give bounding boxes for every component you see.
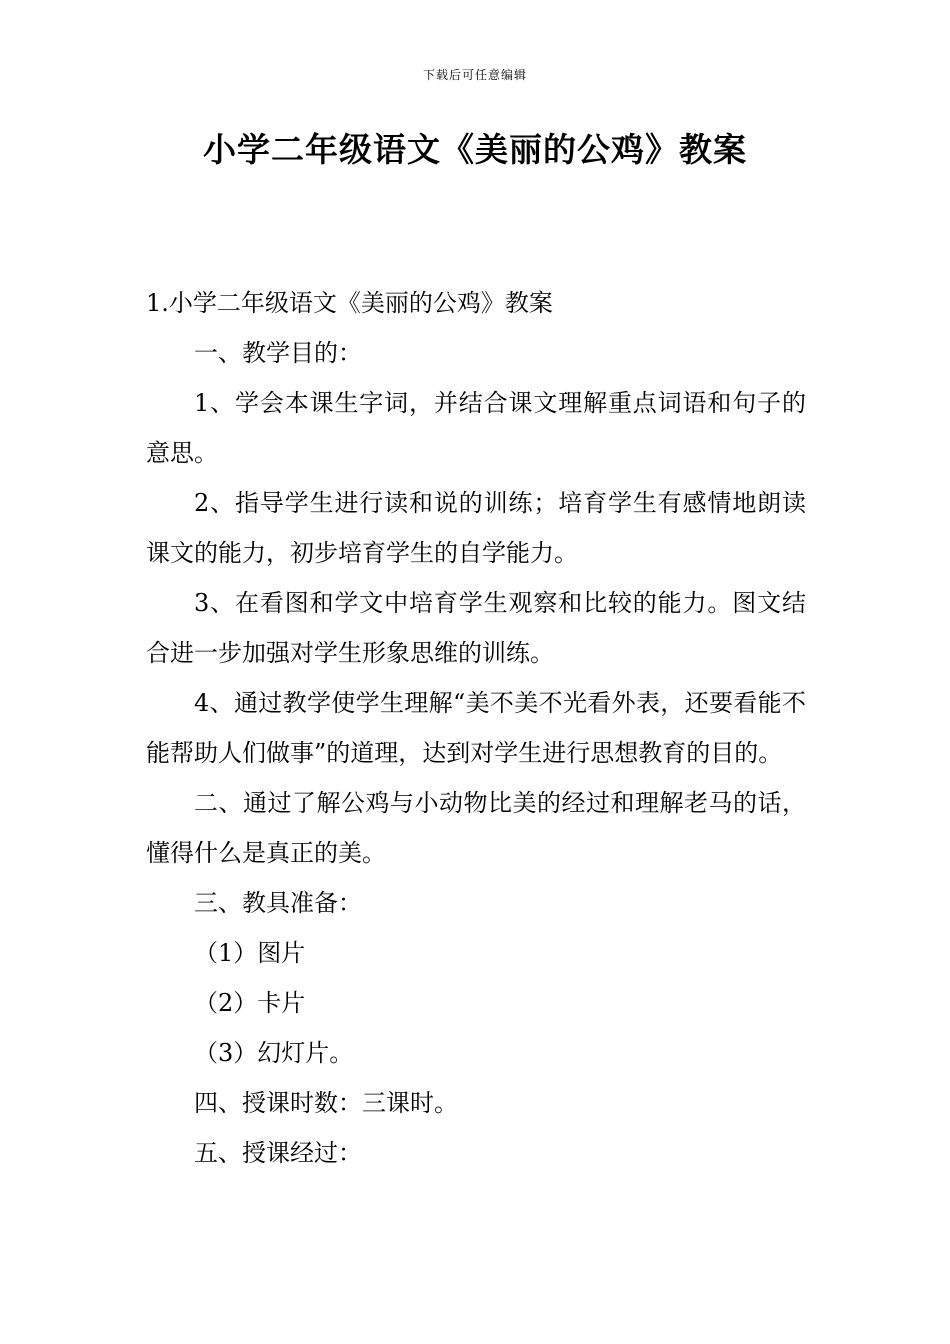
- list-item-cards: （2）卡片: [194, 989, 306, 1017]
- document-title: 小学二年级语文《美丽的公鸡》教案: [203, 130, 747, 169]
- document-body: [146, 278, 806, 1178]
- paragraph-goal-1: 1、学会本课生字词，并结合课文理解重点词语和句子的意思。: [146, 389, 806, 467]
- paragraph-teaching-process: 五、授课经过：: [194, 1139, 362, 1167]
- paragraph-goal-2: 2、指导学生进行读和说的训练；培育学生有感情地朗读课文的能力，初步培育学生的自学能力。: [146, 489, 806, 567]
- paragraph-teaching-goals: 一、教学目的：: [194, 339, 362, 367]
- paragraph-goal-4: 4、通过教学使学生理解“美不美不光看外表，还要看能不能帮助人们做事”的道理，达到对学生进行思想教育的目的。: [146, 689, 806, 767]
- section-title: 1.小学二年级语文《美丽的公鸡》教案: [146, 289, 553, 317]
- paragraph-teaching-aids: 三、教具准备：: [194, 889, 362, 917]
- header-note: 下载后可任意编辑: [422, 68, 527, 82]
- paragraph-section-2: 二、通过了解公鸡与小动物比美的经过和理解老马的话，懂得什么是真正的美。: [146, 789, 806, 867]
- paragraph-class-hours: 四、授课时数：三课时。: [194, 1089, 458, 1117]
- paragraph-goal-3: 3、在看图和学文中培育学生观察和比较的能力。图文结合进一步加强对学生形象思维的训练。: [146, 589, 806, 667]
- list-item-slides: （3）幻灯片。: [194, 1039, 354, 1067]
- list-item-pictures: （1）图片: [194, 939, 306, 967]
